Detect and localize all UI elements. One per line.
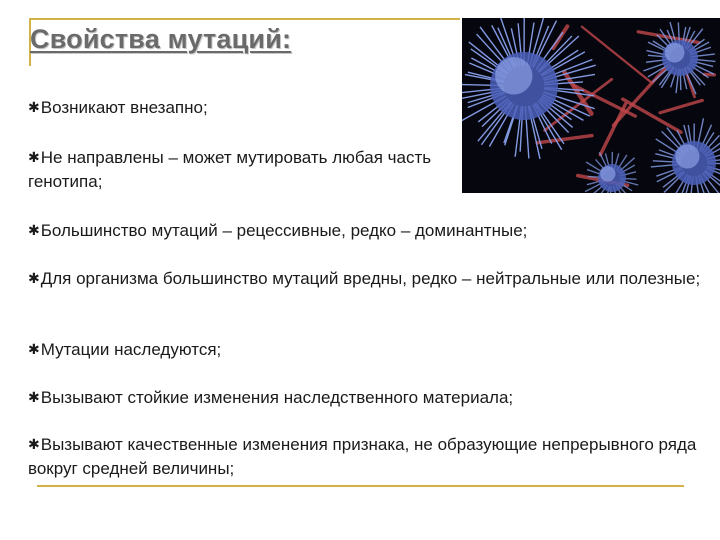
asterisk-bullet-icon: ✱ xyxy=(28,222,40,238)
virus-highlight-shape xyxy=(600,166,615,181)
list-item xyxy=(28,386,708,410)
list-item xyxy=(28,219,708,243)
list-item-text: Для организма большинство мутаций вредны, редко – нейтральные или полезные; xyxy=(40,269,701,288)
asterisk-bullet-icon: ✱ xyxy=(28,436,40,452)
virus-highlight-shape xyxy=(495,57,532,94)
red-filament-shape xyxy=(537,136,592,143)
virus-highlight-shape xyxy=(665,43,685,63)
list-item-text: Большинство мутаций – рецессивные, редко – доминантные; xyxy=(40,221,528,240)
list-item-text: Вызывают качественные изменения признака, не образующие непрерывного ряда вокруг средней величины; xyxy=(28,435,697,478)
list-item-text: Вызывают стойкие изменения наследственного материала; xyxy=(40,388,514,407)
list-item-text: Мутации наследуются; xyxy=(40,340,222,359)
list-item-text: Возникают внезапно; xyxy=(40,98,208,117)
slide-title: Свойства мутаций: xyxy=(30,24,292,54)
bottom-rule xyxy=(37,485,684,487)
list-item xyxy=(28,338,708,362)
asterisk-bullet-icon: ✱ xyxy=(28,149,40,165)
asterisk-bullet-icon: ✱ xyxy=(28,270,40,286)
virus-highlight-shape xyxy=(675,144,699,168)
asterisk-bullet-icon: ✱ xyxy=(28,99,40,115)
list-item xyxy=(28,146,448,193)
list-item xyxy=(28,267,708,291)
list-item xyxy=(28,96,708,120)
list-item-text: Не направлены – может мутировать любая часть генотипа; xyxy=(28,148,432,191)
red-filament-shape xyxy=(553,26,567,48)
list-item xyxy=(28,433,708,480)
asterisk-bullet-icon: ✱ xyxy=(28,341,40,357)
asterisk-bullet-icon: ✱ xyxy=(28,389,40,405)
frame-top-line xyxy=(30,18,460,20)
